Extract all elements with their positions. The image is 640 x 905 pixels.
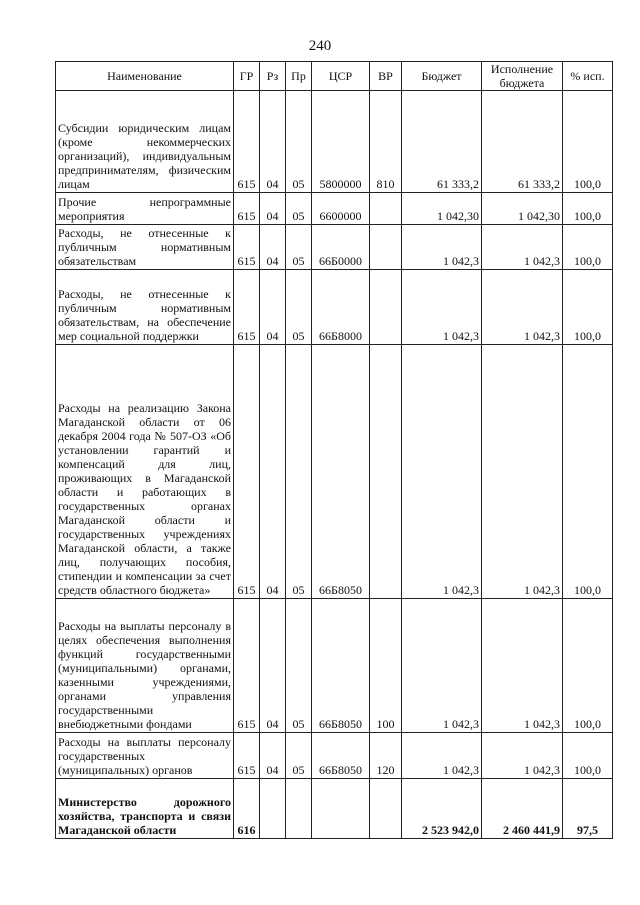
row-gr: 616 — [234, 779, 260, 839]
row-execution: 61 333,2 — [482, 91, 563, 193]
row-name: Министерство дорожного хозяйства, транспорта и связи Магаданской области — [56, 779, 234, 839]
header-pct: % исп. — [563, 62, 613, 91]
row-vr — [370, 345, 402, 599]
row-budget: 1 042,3 — [402, 733, 482, 779]
row-execution: 1 042,30 — [482, 193, 563, 225]
row-budget: 1 042,3 — [402, 270, 482, 345]
header-pr: Пр — [286, 62, 312, 91]
header-row — [56, 62, 613, 91]
row-pr: 05 — [286, 91, 312, 193]
row-execution: 1 042,3 — [482, 270, 563, 345]
header-csr: ЦСР — [312, 62, 370, 91]
table-header — [56, 62, 613, 91]
page-number: 240 — [308, 38, 332, 54]
row-vr — [370, 779, 402, 839]
row-gr: 615 — [234, 91, 260, 193]
row-budget: 1 042,3 — [402, 225, 482, 270]
row-name: Расходы, не отнесенные к публичным нормативным обязательствам — [56, 225, 234, 270]
row-pr: 05 — [286, 270, 312, 345]
row-rz: 04 — [260, 193, 286, 225]
row-gr: 615 — [234, 733, 260, 779]
row-name: Расходы на выплаты персоналу государственных (муниципальных) органов — [56, 733, 234, 779]
header-budget: Бюджет — [402, 62, 482, 91]
row-rz: 04 — [260, 225, 286, 270]
table-row — [56, 270, 613, 345]
table-row — [56, 599, 613, 733]
row-gr: 615 — [234, 345, 260, 599]
row-execution: 1 042,3 — [482, 599, 563, 733]
row-pct: 100,0 — [563, 270, 613, 345]
row-rz: 04 — [260, 599, 286, 733]
row-budget: 1 042,3 — [402, 599, 482, 733]
row-pct: 100,0 — [563, 345, 613, 599]
row-rz: 04 — [260, 270, 286, 345]
table-row — [56, 733, 613, 779]
row-gr: 615 — [234, 225, 260, 270]
row-name: Расходы на выплаты персоналу в целях обеспечения выполнения функций государственными (муниципальными) органами, казенными учреждениями, органами управления государственными внебюджетными фондами — [56, 599, 234, 733]
row-pct: 100,0 — [563, 733, 613, 779]
row-pr: 05 — [286, 599, 312, 733]
table-row — [56, 225, 613, 270]
row-csr: 66Б8000 — [312, 270, 370, 345]
table-row-ministry — [56, 779, 613, 839]
row-csr: 66Б0000 — [312, 225, 370, 270]
header-gr: ГР — [234, 62, 260, 91]
row-rz: 04 — [260, 345, 286, 599]
row-rz: 04 — [260, 91, 286, 193]
header-execution: Исполнение бюджета — [482, 62, 563, 91]
row-gr: 615 — [234, 193, 260, 225]
row-gr: 615 — [234, 599, 260, 733]
budget-table — [55, 61, 613, 839]
table-body — [56, 91, 613, 839]
header-rz: Рз — [260, 62, 286, 91]
row-vr — [370, 225, 402, 270]
row-csr — [312, 779, 370, 839]
row-vr — [370, 193, 402, 225]
row-pct: 100,0 — [563, 225, 613, 270]
row-vr: 120 — [370, 733, 402, 779]
row-execution: 2 460 441,9 — [482, 779, 563, 839]
header-vr: ВР — [370, 62, 402, 91]
row-pct: 100,0 — [563, 599, 613, 733]
row-csr: 5800000 — [312, 91, 370, 193]
row-budget: 2 523 942,0 — [402, 779, 482, 839]
row-vr: 810 — [370, 91, 402, 193]
table-row — [56, 91, 613, 193]
row-pr: 05 — [286, 345, 312, 599]
row-execution: 1 042,3 — [482, 345, 563, 599]
row-rz: 04 — [260, 733, 286, 779]
row-pr — [286, 779, 312, 839]
row-budget: 1 042,3 — [402, 345, 482, 599]
row-rz — [260, 779, 286, 839]
row-csr: 66Б8050 — [312, 345, 370, 599]
row-pr: 05 — [286, 733, 312, 779]
row-pct: 100,0 — [563, 193, 613, 225]
row-csr: 6600000 — [312, 193, 370, 225]
row-execution: 1 042,3 — [482, 225, 563, 270]
header-name: Наименование — [56, 62, 234, 91]
row-budget: 61 333,2 — [402, 91, 482, 193]
row-csr: 66Б8050 — [312, 733, 370, 779]
row-pct: 100,0 — [563, 91, 613, 193]
table-row — [56, 345, 613, 599]
row-csr: 66Б8050 — [312, 599, 370, 733]
row-name: Расходы, не отнесенные к публичным нормативным обязательствам, на обеспечение мер социальной поддержки — [56, 270, 234, 345]
row-vr — [370, 270, 402, 345]
row-pct: 97,5 — [563, 779, 613, 839]
row-execution: 1 042,3 — [482, 733, 563, 779]
table-row — [56, 193, 613, 225]
row-name: Расходы на реализацию Закона Магаданской области от 06 декабря 2004 года № 507-ОЗ «Об установлении гарантий и компенсаций для лиц, проживающих в Магаданской области и работающих в государственных органах Магаданской области и государственных учреждениях Магаданской области, а также лиц, получающих пособия, стипендии и компенсации за счет средств областного бюджета» — [56, 345, 234, 599]
row-gr: 615 — [234, 270, 260, 345]
row-name: Субсидии юридическим лицам (кроме некоммерческих организаций), индивидуальным предпринимателям, физическим лицам — [56, 91, 234, 193]
row-name: Прочие непрограммные мероприятия — [56, 193, 234, 225]
row-pr: 05 — [286, 193, 312, 225]
row-budget: 1 042,30 — [402, 193, 482, 225]
row-vr: 100 — [370, 599, 402, 733]
row-pr: 05 — [286, 225, 312, 270]
